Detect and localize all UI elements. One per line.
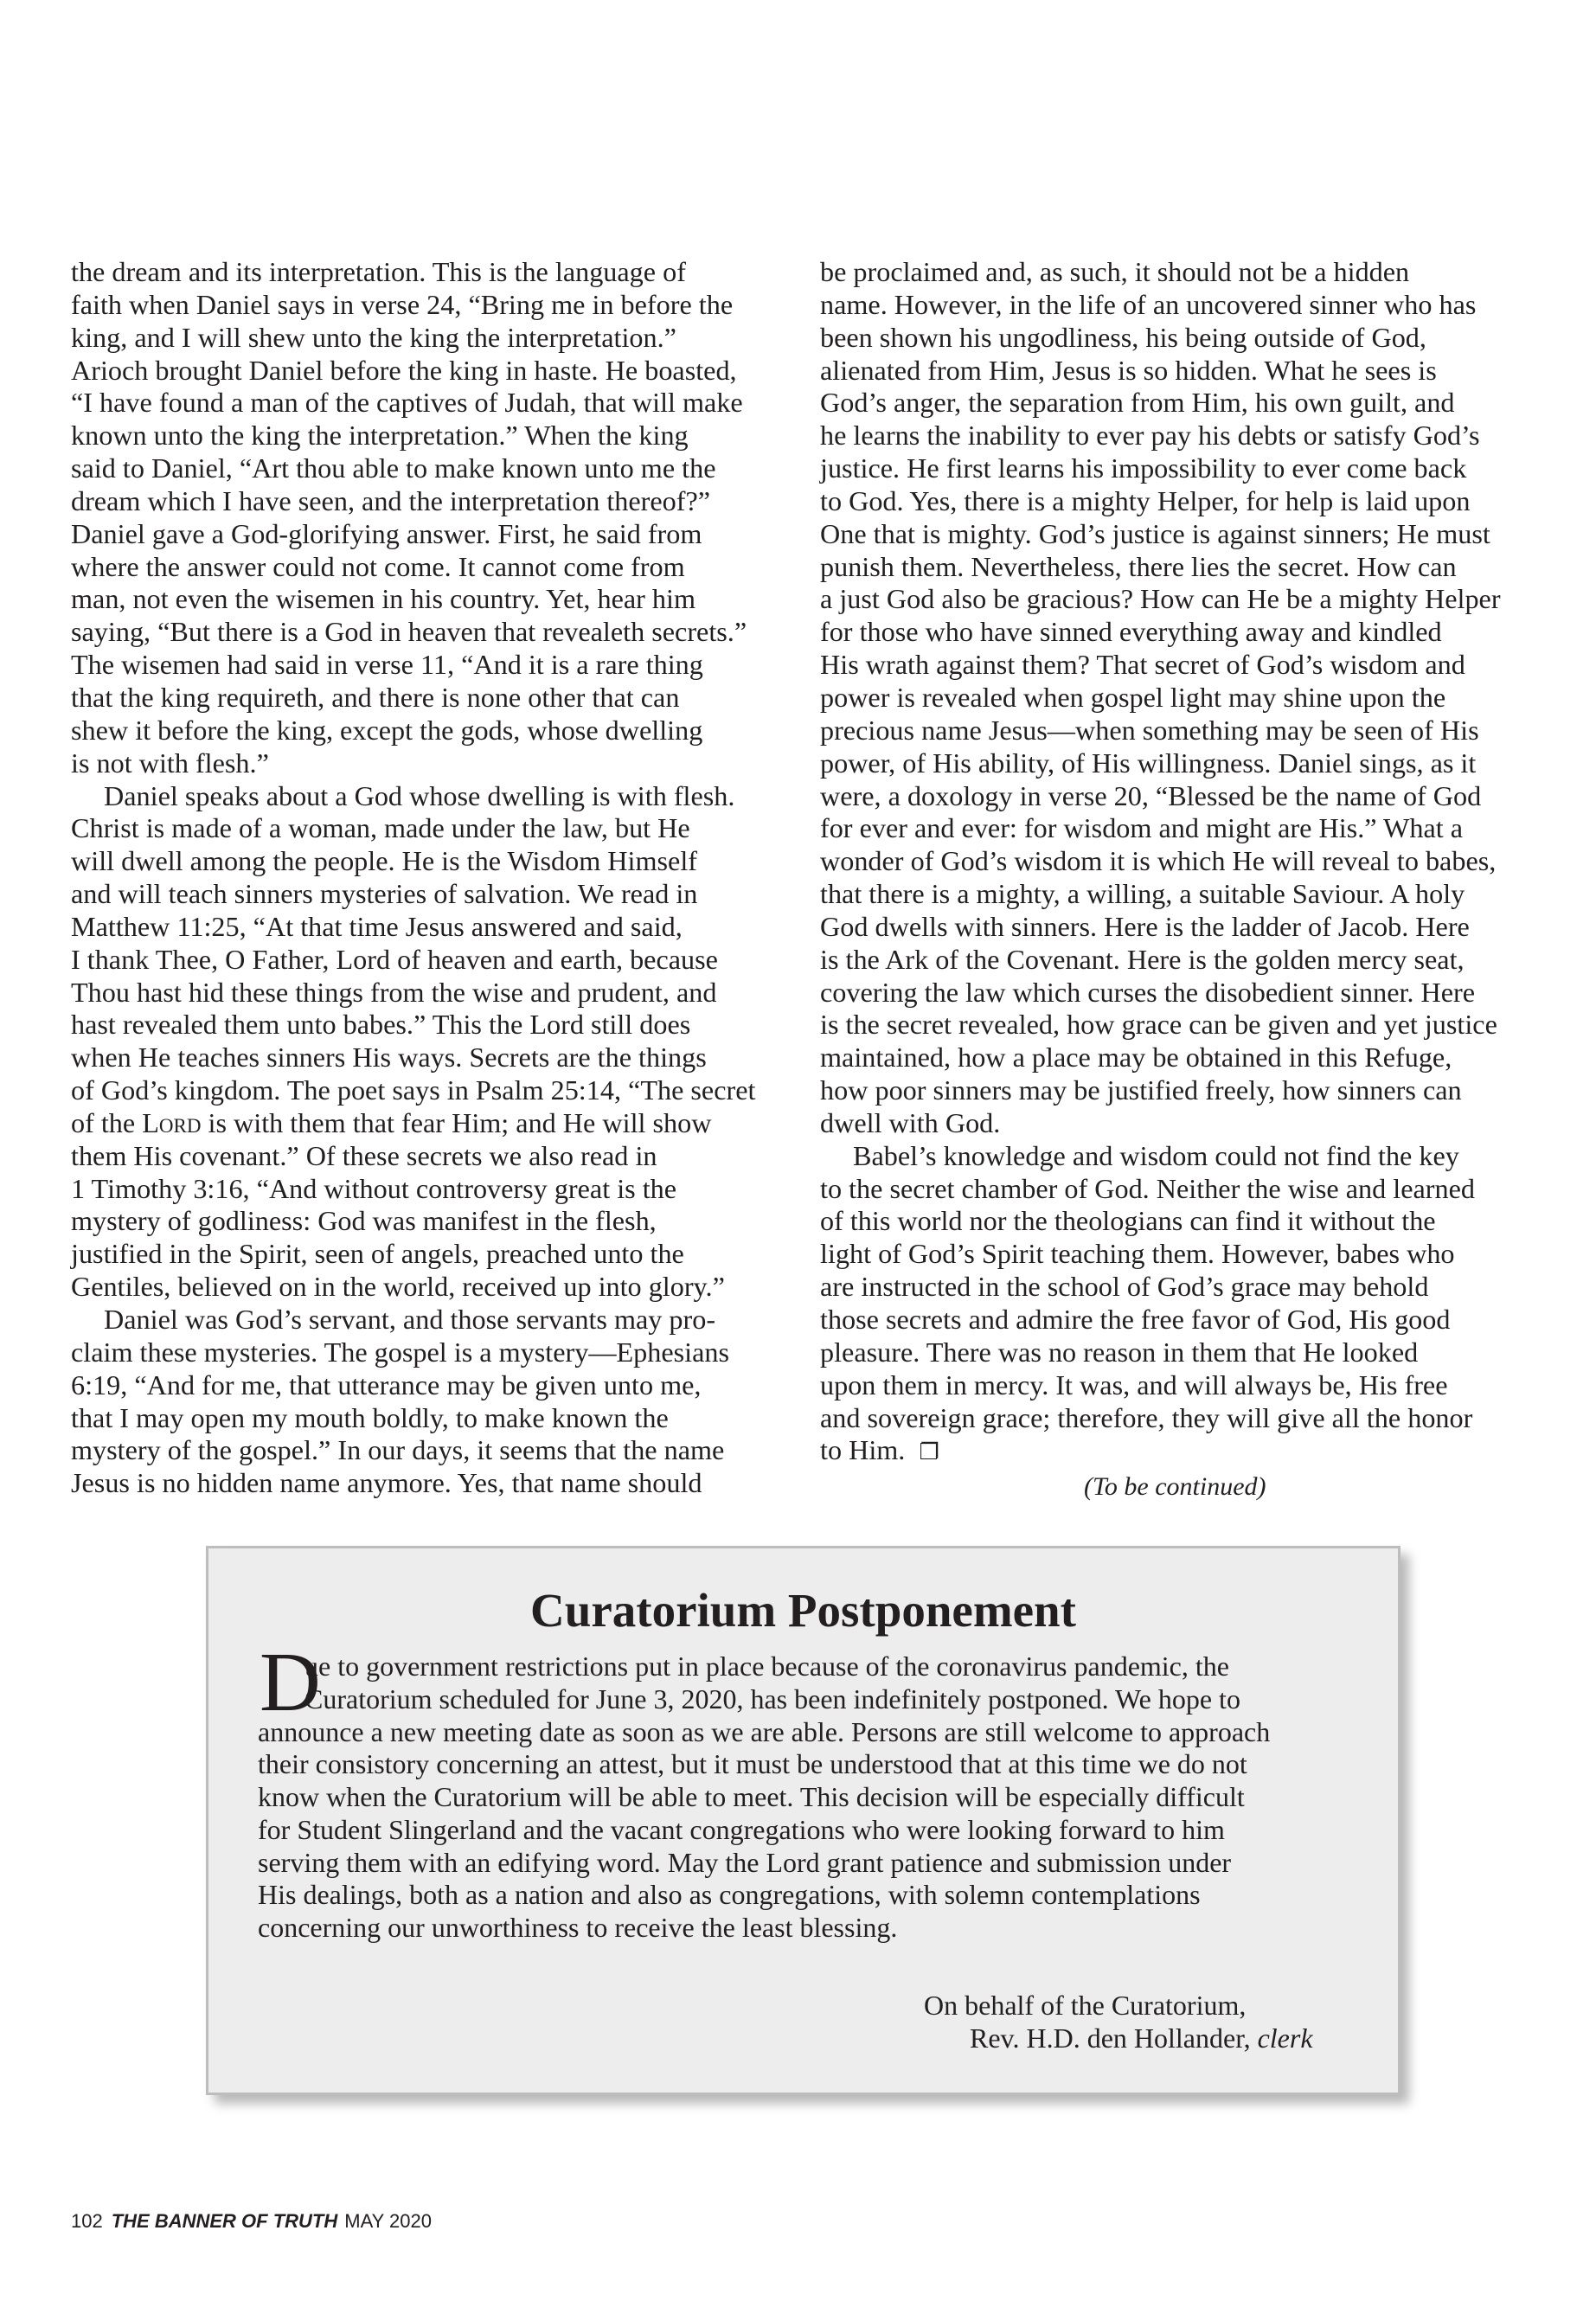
page-footer (71, 2210, 432, 2233)
text-line: Thou hast hid these things from the wise and prudent, and (71, 976, 717, 1008)
text-line: to Him. ❐ (820, 1434, 939, 1466)
notice-line: know when the Curatorium will be able to meet. This decision will be especially difficult (258, 1781, 1245, 1812)
text-line: Daniel gave a God-glorifying answer. First, he said from (71, 517, 702, 549)
publication-name: THE BANNER OF TRUTH (111, 2210, 338, 2232)
text-line: Daniel speaks about a God whose dwelling is with flesh. (104, 779, 735, 811)
notice-line: His dealings, both as a nation and also as congregations, with solemn contemplations (258, 1879, 1201, 1911)
text-line: God dwells with sinners. Here is the ladder of Jacob. Here (820, 910, 1470, 942)
text-line: and will teach sinners mysteries of salvation. We read in (71, 878, 698, 910)
text-line: that I may open my mouth boldly, to make known the (71, 1401, 669, 1433)
text-line: where the answer could not come. It cannot come from (71, 550, 685, 582)
text-line: Gentiles, believed on in the world, received up into glory.” (71, 1271, 725, 1303)
text-line: wonder of God’s wisdom it is which He will reveal to babes, (820, 845, 1497, 877)
text-line: saying, “But there is a God in heaven that revealeth secrets.” (71, 616, 747, 648)
text-line: I thank Thee, O Father, Lord of heaven and earth, because (71, 943, 718, 975)
text-line: precious name Jesus—when something may be seen of His (820, 714, 1479, 746)
text-line: those secrets and admire the free favor of God, His good (820, 1304, 1451, 1335)
text-line: punish them. Nevertheless, there lies the secret. How can (820, 550, 1457, 582)
text-line: alienated from Him, Jesus is so hidden. What he sees is (820, 354, 1437, 386)
text-line: for ever and ever: for wisdom and might are His.” What a (820, 812, 1464, 844)
text-line: hast revealed them unto babes.” This the Lord still does (71, 1009, 691, 1041)
page-number: 102 (71, 2210, 103, 2232)
text-line: that the king requireth, and there is none other that can (71, 681, 680, 713)
text-line: justice. He first learns his impossibility to ever come back (820, 452, 1467, 484)
signature-name-text: Rev. H.D. den Hollander, (970, 2022, 1258, 2054)
text-line: maintained, how a place may be obtained in this Refuge, (820, 1042, 1452, 1074)
continued-note: (To be continued) (1084, 1472, 1266, 1501)
notice-line: announce a new meeting date as soon as we are able. Persons are still welcome to approach (258, 1715, 1271, 1747)
text-line: God’s anger, the separation from Him, his own guilt, and (820, 387, 1455, 419)
text-line: Matthew 11:25, “At that time Jesus answered and said, (71, 910, 683, 942)
text-line: to God. Yes, there is a mighty Helper, for help is laid upon (820, 484, 1471, 516)
text-line: claim these mysteries. The gospel is a mystery—Ephesians (71, 1336, 730, 1368)
signature-line: On behalf of the Curatorium, (924, 1990, 1247, 2021)
text-line: that there is a mighty, a willing, a suitable Saviour. A holy (820, 878, 1465, 910)
text-line: dream which I have seen, and the interpretation thereof?” (71, 484, 711, 516)
right-column (820, 256, 1540, 1470)
text-line: been shown his ungodliness, his being outside of God, (820, 321, 1426, 353)
notice-line: their consistory concerning an attest, but it must be understood that at this time we do not (258, 1748, 1247, 1780)
left-column (71, 256, 791, 1500)
text-line: shew it before the king, except the gods, whose dwelling (71, 714, 703, 746)
text-line: 6:19, “And for me, that utterance may be given unto me, (71, 1368, 702, 1400)
text-line: “I have found a man of the captives of Judah, that will make (71, 387, 743, 419)
text-line: of this world nor the theologians can find it without the (820, 1205, 1436, 1237)
text-line: said to Daniel, “Art thou able to make known unto me the (71, 452, 716, 484)
text-line: dwell with God. (820, 1106, 1001, 1138)
text-line: are instructed in the school of God’s grace may behold (820, 1271, 1429, 1303)
text-line: Arioch brought Daniel before the king in haste. He boasted, (71, 354, 737, 386)
text-line: Christ is made of a woman, made under the law, but He (71, 812, 690, 844)
text-line: One that is mighty. God’s justice is against sinners; He must (820, 517, 1490, 549)
text-line: man, not even the wisemen in his country. Yet, hear him (71, 583, 696, 615)
text-line: is the Ark of the Covenant. Here is the golden mercy seat, (820, 943, 1465, 975)
text-line: is the secret revealed, how grace can be given and yet justice (820, 1009, 1497, 1041)
text-line: His wrath against them? That secret of God’s wisdom and (820, 649, 1465, 681)
text-line: the dream and its interpretation. This is the language of (71, 256, 686, 287)
text-line: them His covenant.” Of these secrets we also read in (71, 1139, 657, 1171)
text-line: of the Lord is with them that fear Him; and He will show (71, 1106, 712, 1138)
text-line: will dwell among the people. He is the Wisdom Himself (71, 845, 697, 877)
text-line: covering the law which curses the disobedient sinner. Here (820, 976, 1476, 1008)
text-line: 1 Timothy 3:16, “And without controversy great is the (71, 1172, 677, 1204)
notice-title: Curatorium Postponement (530, 1584, 1076, 1637)
end-mark-icon: ❐ (919, 1439, 939, 1466)
text-line: and sovereign grace; therefore, they will give all the honor (820, 1401, 1473, 1433)
text-line: a just God also be gracious? How can He be a mighty Helper (820, 583, 1501, 615)
text-line: faith when Daniel says in verse 24, “Bring me in before the (71, 288, 734, 320)
text-line: how poor sinners may be justified freely, how sinners can (820, 1074, 1462, 1106)
text-line: when He teaches sinners His ways. Secrets are the things (71, 1042, 707, 1074)
text-line: upon them in mercy. It was, and will always be, His free (820, 1368, 1448, 1400)
text-line: The wisemen had said in verse 11, “And it is a rare thing (71, 649, 703, 681)
text-line: he learns the inability to ever pay his debts or satisfy God’s (820, 420, 1480, 452)
text-line: mystery of the gospel.” In our days, it seems that the name (71, 1434, 725, 1466)
notice-line: for Student Slingerland and the vacant congregations who were looking forward to him (258, 1813, 1225, 1845)
text-line: is not with flesh.” (71, 747, 269, 779)
text-line: were, a doxology in verse 20, “Blessed be the name of God (820, 779, 1482, 811)
issue-date: MAY 2020 (344, 2210, 432, 2232)
signature-role: clerk (1257, 2022, 1313, 2054)
text-line: Jesus is no hidden name anymore. Yes, that name should (71, 1467, 702, 1499)
drop-cap: D (260, 1636, 321, 1729)
text-line: justified in the Spirit, seen of angels, preached unto the (71, 1238, 684, 1270)
text-line: known unto the king the interpretation.” When the king (71, 420, 689, 452)
notice-line: concerning our unworthiness to receive the least blessing. (258, 1912, 898, 1943)
text-line: king, and I will shew unto the king the interpretation.” (71, 321, 676, 353)
text-line: light of God’s Spirit teaching them. However, babes who (820, 1238, 1455, 1270)
text-line: name. However, in the life of an uncovered sinner who has (820, 288, 1477, 320)
text-line: be proclaimed and, as such, it should not be a hidden (820, 256, 1410, 287)
text-line: pleasure. There was no reason in them that He looked (820, 1336, 1419, 1368)
notice-line: serving them with an edifying word. May the Lord grant patience and submission under (258, 1846, 1232, 1878)
text-line: to the secret chamber of God. Neither the wise and learned (820, 1172, 1475, 1204)
text-line: Daniel was God’s servant, and those servants may pro- (104, 1304, 716, 1335)
signature-name (970, 2022, 1313, 2055)
text-line: for those who have sinned everything away and kindled (820, 616, 1442, 648)
notice-line: Curatorium scheduled for June 3, 2020, has been indefinitely postponed. We hope to (304, 1682, 1240, 1715)
text-line: power, of His ability, of His willingness. Daniel sings, as it (820, 747, 1477, 779)
text-line: mystery of godliness: God was manifest in the flesh, (71, 1205, 657, 1237)
text-line: power is revealed when gospel light may shine upon the (820, 681, 1446, 713)
curatorium-notice-box (206, 1546, 1401, 2095)
small-caps-lord: Lord (142, 1106, 202, 1138)
text-line: of God’s kingdom. The poet says in Psalm 25:14, “The secret (71, 1074, 756, 1106)
notice-line: ue to government restrictions put in place because of the coronavirus pandemic, the (304, 1650, 1229, 1682)
notice-body (258, 1650, 1374, 1945)
text-line: Babel’s knowledge and wisdom could not find the key (853, 1139, 1459, 1171)
